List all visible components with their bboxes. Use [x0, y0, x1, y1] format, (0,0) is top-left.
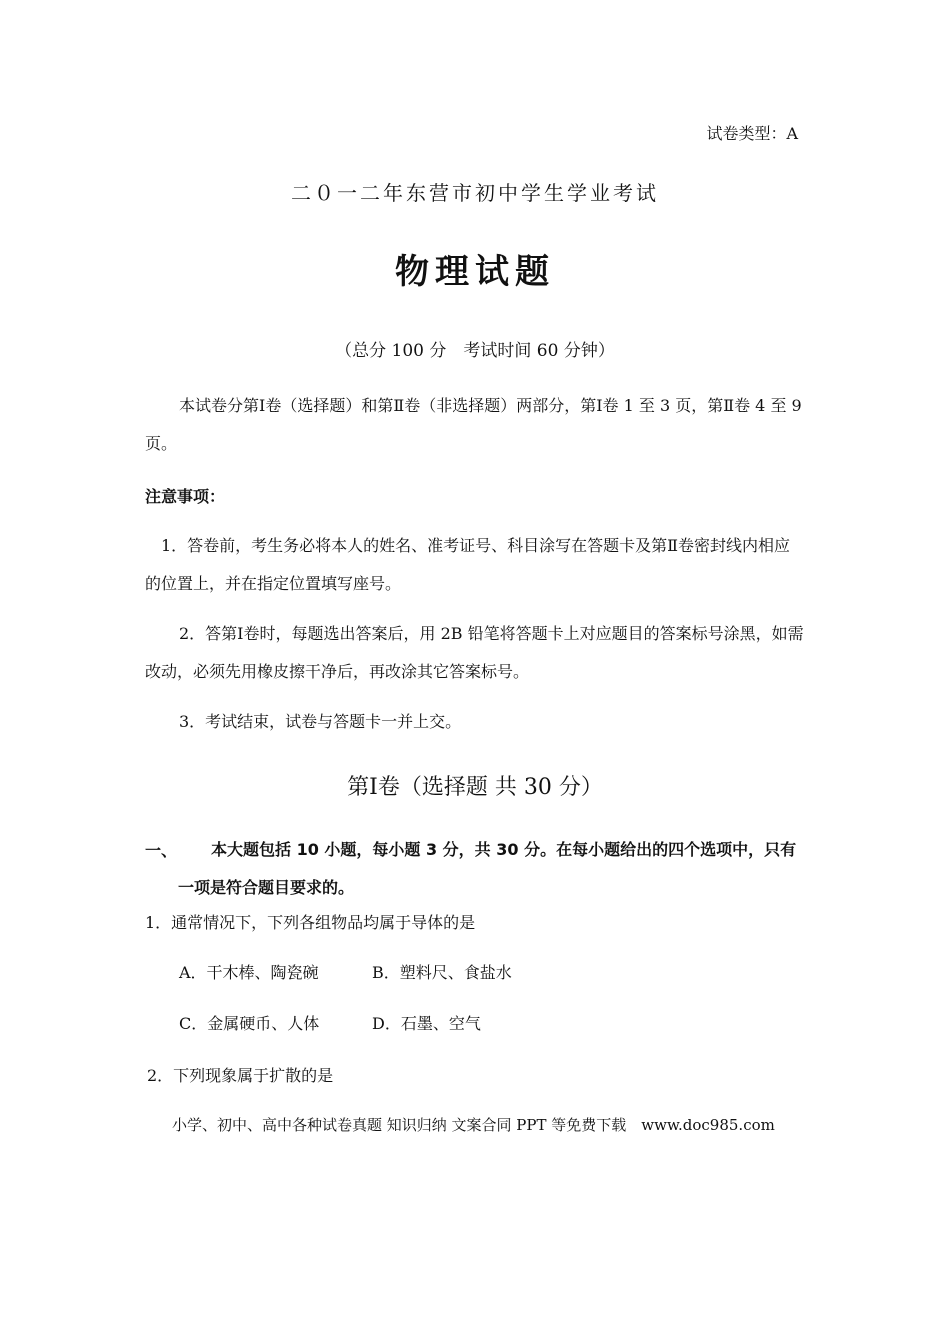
page-title: 物理试题: [395, 252, 555, 292]
note-item-2: 2．答第Ⅰ卷时，每题选出答案后，用 2B 铅笔将答题卡上对应题目的答案标号涂黑，如需改动，必须先用橡皮擦干净后，再改涂其它答案标号。: [145, 624, 804, 681]
section-instructions: 本大题包括 10 小题，每小题 3 分，共 30 分。在每小题给出的四个选项中，只有一项是符合题目要求的。: [178, 840, 797, 897]
note-item-3: 3．考试结束，试卷与答题卡一并上交。: [179, 712, 462, 731]
note-item-1: 1．答卷前，考生务必将本人的姓名、准考证号、科目涂写在答题卡及第Ⅱ卷密封线内相应的位置上，并在指定位置填写座号。: [145, 536, 791, 593]
question-1-option-a: A．干木棒、陶瓷碗: [179, 963, 319, 982]
notes-heading: 注意事项：: [145, 487, 226, 506]
question-1-option-b: B．塑料尺、食盐水: [372, 963, 512, 982]
question-1-option-d: D．石墨、空气: [372, 1014, 481, 1033]
footer-note: 小学、初中、高中各种试卷真题 知识归纳 文案合同 PPT 等免费下载 www.doc985.com: [172, 1116, 775, 1134]
question-1-stem: 1．通常情况下，下列各组物品均属于导体的是: [145, 913, 476, 932]
intro-paragraph: 本试卷分第Ⅰ卷（选择题）和第Ⅱ卷（非选择题）两部分，第Ⅰ卷 1 至 3 页，第Ⅱ卷 4 至 9 页。: [145, 396, 802, 453]
question-1-option-c: C．金属硬币、人体: [179, 1014, 320, 1033]
score-info: （总分 100 分 考试时间 60 分钟）: [335, 341, 615, 361]
section-number: 一、: [145, 841, 178, 860]
exam-subtitle: 二０一二年东营市初中学生学业考试: [291, 181, 659, 205]
question-2-stem: 2．下列现象属于扩散的是: [147, 1066, 334, 1085]
paper-type-label: 试卷类型：A: [706, 124, 798, 143]
part-one-heading: 第Ⅰ卷（选择题 共 30 分）: [347, 775, 603, 800]
